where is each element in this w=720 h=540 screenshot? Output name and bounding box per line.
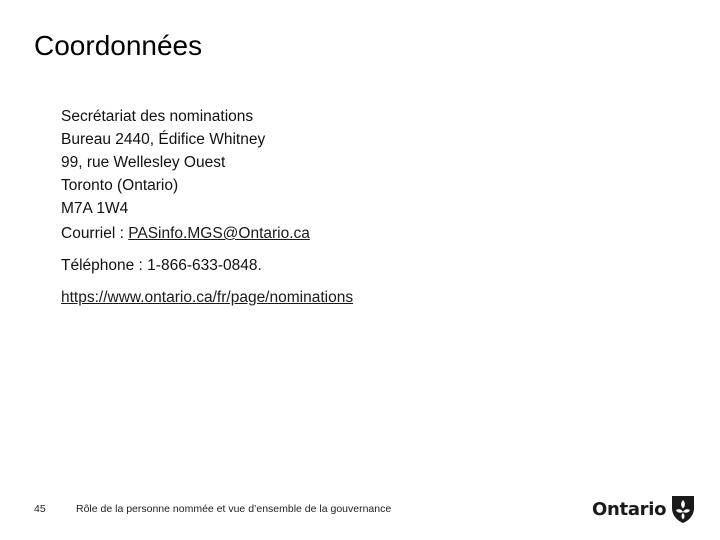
website-link[interactable]: https://www.ontario.ca/fr/page/nominations (61, 289, 354, 306)
page-title: Coordonnées (34, 30, 203, 61)
footer-text: Rôle de la personne nommée et vue d’ensemble de la gouvernance (76, 503, 392, 515)
page-number: 45 (34, 503, 46, 515)
ontario-logo (592, 494, 696, 524)
website-line (61, 289, 353, 307)
email-line (61, 225, 310, 243)
logo-wordmark: Ontario (592, 498, 667, 520)
address-line: Secrétariat des nominations (61, 108, 254, 125)
email-label: Courriel : (61, 225, 129, 242)
address-line: Bureau 2440, Édifice Whitney (61, 131, 266, 148)
phone-line: Téléphone : 1-866-633-0848. (61, 257, 262, 274)
email-link[interactable]: PASinfo.MGS@Ontario.ca (128, 225, 310, 242)
address-line: 99, rue Wellesley Ouest (61, 154, 226, 171)
address-line: M7A 1W4 (61, 200, 129, 217)
address-line: Toronto (Ontario) (61, 177, 179, 194)
address-block (61, 105, 265, 220)
trillium-shield-icon (670, 494, 696, 524)
